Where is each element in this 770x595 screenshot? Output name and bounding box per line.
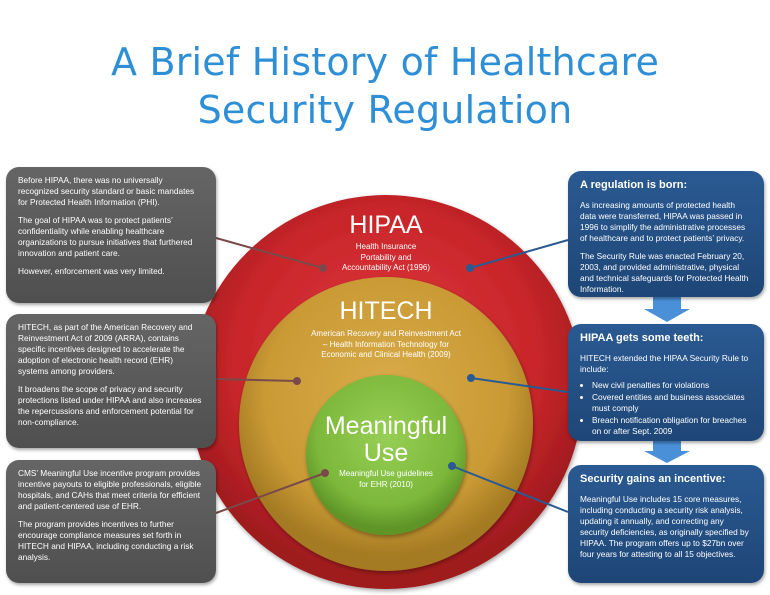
hipaa-teeth-p1: HITECH extended the HIPAA Security Rule to include: bbox=[580, 353, 749, 374]
hitech-label-group bbox=[296, 297, 476, 361]
connector-dot bbox=[467, 265, 473, 271]
hitech-info-box bbox=[6, 314, 216, 448]
regulation-born-p1: As increasing amounts of protected health data were transferred, HIPAA was passed in 1996 to simplify the administrative processes of healthcare and to protect patients’ privacy. bbox=[580, 200, 746, 243]
list-item: • Covered entities and business associates must comply bbox=[592, 392, 752, 414]
hipaa-teeth-heading: HIPAA gets some teeth: bbox=[580, 332, 704, 344]
mu-label-group bbox=[311, 413, 461, 490]
security-incentive-heading: Security gains an incentive: bbox=[580, 473, 726, 485]
hipaa-teeth-list bbox=[580, 380, 752, 437]
hitech-info-p2: It broadens the scope of privacy and security protections listed under HIPAA and also increases the repercussions and enforcement potential for non-compliance. bbox=[18, 384, 202, 427]
connector-dot bbox=[468, 375, 474, 381]
regulation-born-box bbox=[568, 171, 764, 297]
hipaa-description: Health Insurance Portability and Accountability Act (1996) bbox=[341, 242, 431, 272]
security-incentive-p1: Meaningful Use includes 15 core measures, including conducting a security risk analysis, updating it annually, and correcting any security deficiencies, as originally specified by HIPAA. The program offers up to $27bn over four years for attesting to all 15 objectives. bbox=[580, 494, 749, 559]
mu-title-line-2: Use bbox=[363, 439, 409, 467]
hipaa-info-box bbox=[6, 167, 216, 303]
mu-description: Meaningful Use guidelines for EHR (2010) bbox=[339, 469, 433, 489]
connector-dot bbox=[294, 378, 300, 384]
hipaa-teeth-box bbox=[568, 324, 764, 441]
regulation-born-p2: The Security Rule was enacted February 20, 2003, and provided administrative, physical and technical safeguards for Protected Health Information. bbox=[580, 251, 749, 294]
hitech-info-p1: HITECH, as part of the American Recovery and Reinvestment Act of 2009 (ARRA), contains specific incentives designed to accelerate the adoption of electronic health record (EHR) systems among providers. bbox=[18, 322, 193, 376]
mu-title-line-1: Meaningful bbox=[324, 412, 448, 440]
hitech-title: HITECH bbox=[339, 297, 433, 325]
mu-info-box bbox=[6, 460, 216, 583]
hipaa-info-p1: Before HIPAA, there was no universally recognized security standard or basic mandates for Protected Health Information (PHI). bbox=[18, 175, 195, 207]
mu-info-p1: CMS’ Meaningful Use incentive program provides incentive payouts to eligible professionals, eligible hospitals, and CAHs that meet criteria for efficient and patient-centered use of EHR. bbox=[18, 468, 202, 511]
mu-info-p2: The program provides incentives to further encourage compliance measures set forth in HITECH and HIPAA, including conducting a risk analysis. bbox=[18, 519, 194, 562]
hitech-description: American Recovery and Reinvestment Act – Health Information Technology for Economic and Clinical Health (2009) bbox=[311, 329, 461, 359]
hipaa-label-group bbox=[306, 211, 466, 274]
hipaa-title: HIPAA bbox=[349, 211, 423, 239]
hipaa-info-p2: The goal of HIPAA was to protect patients’ confidentiality while enabling healthcare organizations to pursue initiatives that furthered innovation and patient care. bbox=[18, 215, 193, 258]
regulation-born-heading: A regulation is born: bbox=[580, 179, 688, 191]
title-line-1: A Brief History of Healthcare bbox=[110, 40, 660, 84]
list-item: • Breach notification obligation for breaches on or after Sept. 2009 bbox=[592, 415, 752, 437]
arrow-down-1 bbox=[644, 295, 690, 322]
security-incentive-box bbox=[568, 465, 764, 583]
arrow-down-2 bbox=[644, 440, 690, 463]
title-line-2: Security Regulation bbox=[197, 88, 573, 132]
hipaa-info-p3: However, enforcement was very limited. bbox=[18, 266, 165, 276]
list-item: • New civil penalties for violations bbox=[592, 380, 752, 391]
